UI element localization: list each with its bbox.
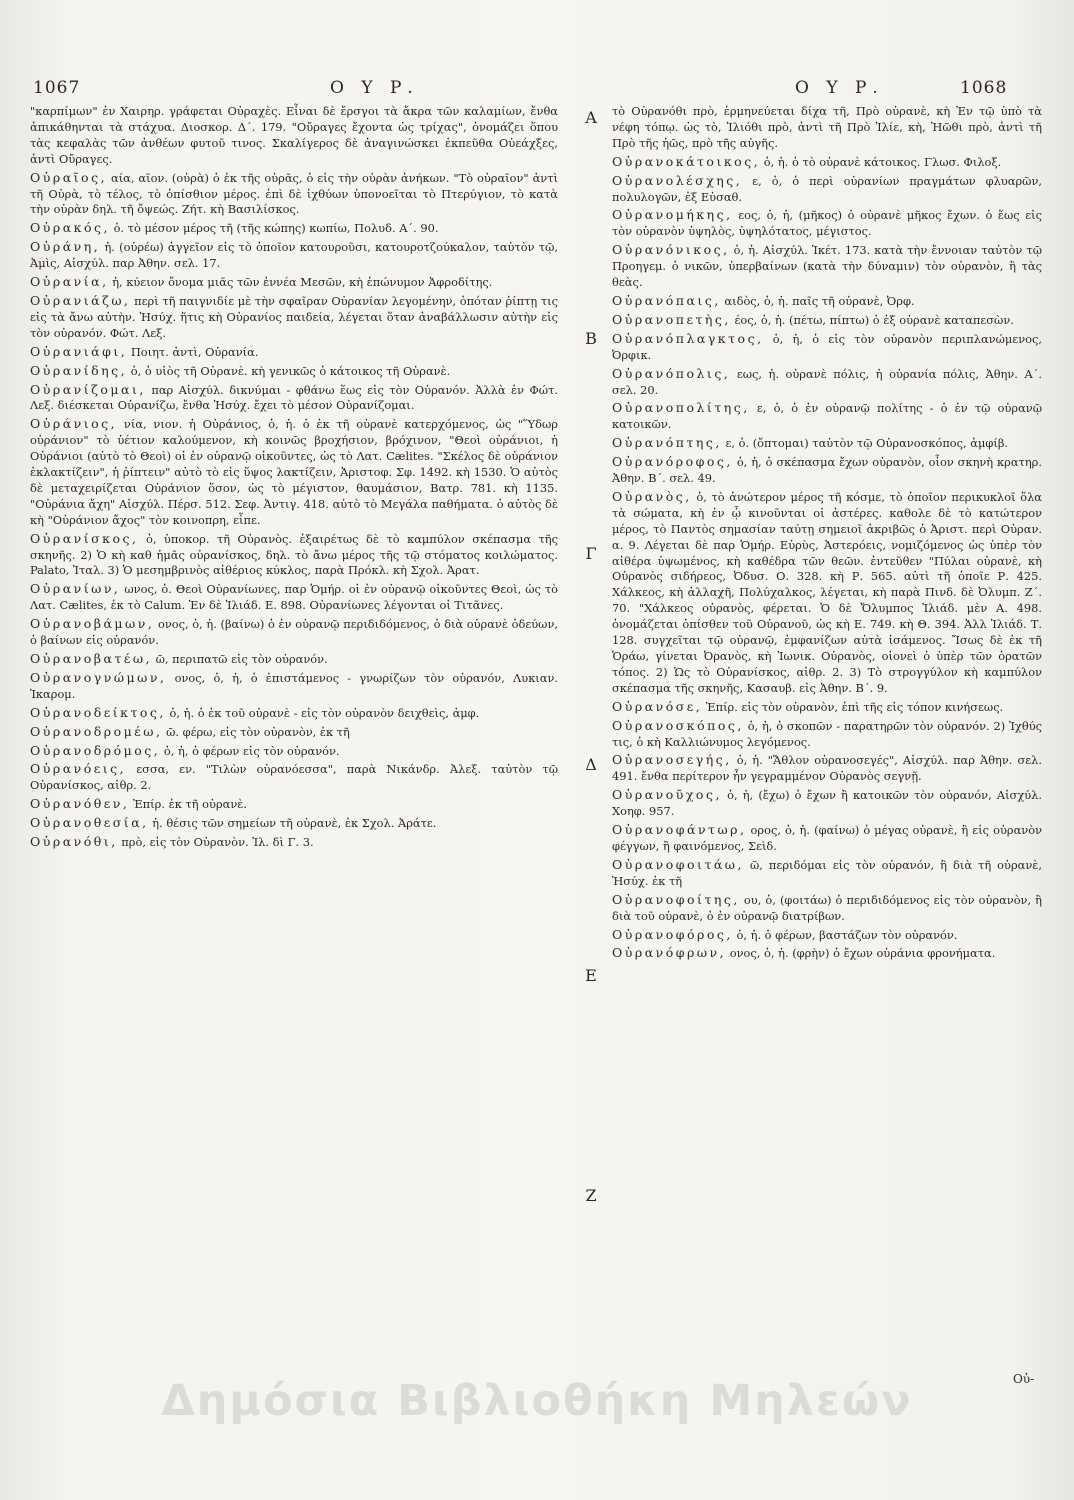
entry-definition: ονος, ὁ, ἡ. (φρὴν) ὁ ἔχων οὐράνια φρονήματα. bbox=[729, 946, 996, 961]
entry-definition: ονος, ὁ, ἡ. (βαίνω) ὁ ἐν οὐρανῷ περιδιδόμενος, ὁ διὰ οὐρανὲ ὁδεύων, ὁ βαίνων εἰς οὐρανόν. bbox=[30, 617, 558, 648]
running-head-left: Ο Υ Ρ. bbox=[330, 78, 419, 98]
entry-headword: Οὐρανίδης, bbox=[30, 362, 128, 378]
dictionary-entry bbox=[612, 718, 1042, 751]
entry-definition: ὁ, ἡ, ὁ φέρων εἰς τὸν οὐρανόν. bbox=[163, 743, 340, 758]
dictionary-entry bbox=[30, 104, 558, 168]
entry-definition: έος, ὁ, ἡ. (πέτω, πίπτω) ὁ ἐξ οὐρανὲ καταπεσὼν. bbox=[734, 312, 1014, 327]
entry-headword: Οὐρανόπαις, bbox=[612, 292, 721, 308]
dictionary-entry bbox=[612, 312, 1042, 329]
dictionary-entry bbox=[30, 651, 558, 668]
dictionary-entry bbox=[30, 670, 558, 703]
dictionary-entry bbox=[612, 787, 1042, 820]
section-marker-delta: Δ bbox=[585, 755, 597, 774]
entry-headword: Οὐρανοδρομέω, bbox=[30, 723, 163, 739]
entry-definition: ὁ, τὸ ἀνώτερον μέρος τῆ κόσμε, τὸ ὁποῖον περικυκλοῖ ὅλα τὰ σώματα, κὴ ἐν ᾧ κινοῦνται οἱ ἀστέρες. καθολε δὲ τὸ κατώτερον μέρος, τὸ Παντὸς σημασίαν ταύτῃ σημειοῖ ἀκριβῶς ὁ Ἀριστ. περὶ Οὐραν. α. 9. Λέγεται δὲ παρ Ὁμήρ. Εὐρὺς, Ἀστερόεις, νομιζόμενος ὡς ὑπὲρ τὸν αἰθέρα ὑψωμένος, κὴ καθέδρα τῶν θεῶν. ἐντεῦθεν "Πύλαι οὐρανὲ, κὴ Οὐρανὸς σιδήρεος, Ὀδυσ. Ο. 328. κὴ Ρ. 565. αὐτὶ τῆ ὁποῖε Ρ. 425. Χάλκεος, κὴ ἀλλαχῆ, Πολύχαλκος, λέγεται, κὴ παρὰ Πινδ. δὲ Ὀλυμπ. Ζ΄. 70. "Χάλκεος οὐρανὸς, φέρεται. Ὁ δὲ Ὄλυμπος Ἰλιάδ. μὲν Α. 498. ὀνομάζεται ὀπίσθεν τοῦ Οὐρανοῦ, ὡς κὴ Ε. 749. κὴ Θ. 394. Ἀλλ Ἰλιάδ. Τ. 128. συγχεῖται τῷ οὐρανῷ, ἐμφανίζων αὐτὰ ἰσάμενος. Ἴσως δὲ ἐκ τῆ Ὁράω, γίνεται Ὀρανὸς, κὴ Ἰωνικ. Οὐρανὸς, οἱονεὶ ὁ ὑπὲρ τῶν ὁρατῶν τόπος. 2) Ὡς τὸ Οὐρανίσκος, αἰθρ. 2. 3) Τὸ στρογγύλον κὴ καμπύλον σκέπασμα τῆς σκηνῆς, Κασαυβ. εἰς Ἀθην. Β΄. 9. bbox=[612, 489, 1042, 695]
entry-definition: ῶ. φέρω, εἰς τὸν οὐρανὸν, ἐκ τῆ bbox=[166, 724, 350, 739]
dictionary-entry bbox=[30, 616, 558, 649]
entry-definition: ὁ, ἡ, (ἔχω) ὁ ἔχων ἢ κατοικῶν τὸν οὐρανόν, Αἰσχύλ. Χοηφ. 957. bbox=[612, 788, 1042, 819]
entry-definition: νία, νιον. ἡ Οὐράνιος, ὁ, ἡ. ὁ ἐκ τῆ οὐρανὲ κατερχόμενος, ὡς "Ὕδωρ οὐράνιον" τὸ ὑέτιον καλούμενον, κὴ κοινῶς βροχήσιον, βρόχινον, "Θεοὶ οὐράνιοι, ἡ Οὐράνιοι (αὐτὸ τὸ Θεοὶ) οἱ ἐν οὐρανῷ οἰκοῦντες, ὡς τὸ Λατ. Cælites. "Σκέλος δὲ οὐράνιον ἐκλακτίζειν", ἡ ῥίπτειν" αὐτὸ τὸ εἰς ὕψος λακτίζειν, Ἀριστοφ. Σφ. 1492. κὴ 1530. Ὁ αὐτὸς δὲ μεταχειρίζεται Οὐράνιον ὅσον, ὡς τὸ μέγιστον, θαυμάσιον, Βατρ. 781. κὴ 1135. "Οὐράνια ἄχη" Αἰσχύλ. Πέρσ. 512. Σεφ. Ἀντιγ. 418. αὐτὸ τὸ Μεγάλα παθήματα. ὁ αὐτὸς δὲ κὴ "Οὐράνιον ἄχος" τὸν κοινοπρη, εἶπε. bbox=[30, 417, 558, 527]
entry-headword: Οὐρανοκάτοικος, bbox=[612, 153, 761, 169]
section-marker-zeta: Ζ bbox=[585, 1186, 597, 1205]
dictionary-entry bbox=[612, 489, 1042, 697]
entry-definition: αία, αῖον. (οὐρὰ) ὁ ἐκ τῆς οὐρᾶς, ὁ εἰς τὴν οὐρὰν ἀνήκων. "Τὸ οὐραῖον" ἀντὶ τῆ Οὐρὰ, τὸ τέλος, τὸ ὀπίσθιον μέρος. ἐπὶ δὲ ἰχθύων ὑπονοεῖται τὸ Πτερύγιον, τὸ κατὰ τὴν οὐρὰν δηλ. τῆ ὄψεώς. Ζήτ. κὴ Βασιλίσκος. bbox=[30, 170, 558, 217]
dictionary-entry bbox=[612, 752, 1042, 785]
dictionary-entry bbox=[30, 293, 558, 342]
entry-headword: Οὐρανοπετὴς, bbox=[612, 311, 731, 327]
left-column bbox=[30, 104, 558, 853]
dictionary-entry bbox=[30, 531, 558, 580]
entry-headword: Οὐρανομήκης, bbox=[612, 207, 733, 223]
section-marker-alpha: Α bbox=[585, 108, 597, 127]
entry-headword: Οὐρανοφοίτης, bbox=[612, 891, 740, 907]
dictionary-entry bbox=[30, 344, 558, 361]
entry-headword: Οὐρανοβατέω, bbox=[30, 651, 152, 666]
dictionary-entry bbox=[30, 363, 558, 380]
section-marker-epsilon: Ε bbox=[585, 966, 597, 985]
entry-definition: ορος, ὁ, ἡ. (φαίνω) ὁ μέγας οὐρανὲ, ἢ εἰς οὐρανὸν φέγγων, ἢ φαινόμενος, Σεὶδ. bbox=[612, 823, 1042, 853]
entry-headword: Οὐρανὸς, bbox=[612, 488, 692, 504]
entry-headword: Οὐρανοδείκτος, bbox=[30, 704, 166, 720]
entry-definition: ἡ. (οὐρέω) ἀγγεῖον εἰς τὸ ὁποῖον κατουροῦσι, κατουροτζούκαλον, ταὐτὸν τῷ, Ἀμὶς, Αἰσχύλ. παρ Ἀθην. σελ. 17. bbox=[30, 240, 558, 271]
dictionary-entry bbox=[612, 293, 1042, 310]
entry-headword: Οὐρανιάζω, bbox=[30, 292, 131, 308]
entry-headword: Οὐρανογνώμων, bbox=[30, 669, 167, 685]
entry-definition: εως, ἡ. οὐρανὲ πόλις, ἡ οὐρανία πόλις, Ἀθην. Α΄. σελ. 20. bbox=[612, 366, 1042, 397]
entry-definition: "καρπίμων" ἐν Χαιρηρ. γράφεται Οὐραχὲς. Εἶναι δὲ ἔρσγοι τὰ ἄκρα τῶν καλαμίων, ἔνθα ἀπικάθηνται τὰ στάχυα. Διοσκορ. Δ΄. 179. "Οὔραγες ἔχοντα ὡς τρίχας", ὀνομάζει ὅπου τὰς κεφαλὰς τῶν ἀνθέων φυτοῦ τινος. Σκαλίγερος δὲ ἀναγινώσκει ἐκπεῦθα Οὐεάχξες, ἀντὶ Οὔραγες. bbox=[30, 104, 558, 166]
entry-headword: Οὐρανοφάντωρ, bbox=[612, 822, 747, 838]
entry-definition: ωνος, ὁ. Θεοὶ Οὐρανίωνες, παρ Ὁμήρ. οἱ ἐν οὐρανῷ οἰκοῦντες Θεοὶ, ὡς τὸ Λατ. Cælites, ἐκ τὸ Calum. Ἐν δὲ Ἰλιάδ. Ε. 898. Οὐρανίωνες λέγονται οἱ Τιτᾶνες. bbox=[30, 582, 559, 613]
entry-definition: ὁ, ἡ, ὁ σκέπασμα ἔχων οὐρανὸν, οἷον σκηνὴ κρατηρ. Ἀθην. Β΄. σελ. 49. bbox=[612, 455, 1043, 486]
entry-definition: τὸ Οὐρανόθι πρὸ, ἑρμηνεύεται δίχα τῆ, Πρὸ οὐρανὲ, κὴ Ἐν τῷ ὑπὸ τὰ νέφη τόπῳ. ὡς τὸ, Ἰλιόθι πρὸ, ἀντὶ τῆ Πρὸ Ἰλίε, κὴ, Ἠῶθι πρὸ, ἀντὶ τῆ Πρὸ τῆς ἠῶς, πρὸ τῆς αὐγῆς. bbox=[612, 104, 1042, 150]
dictionary-entry bbox=[30, 239, 558, 272]
dictionary-entry bbox=[30, 743, 558, 760]
entry-headword: Οὐρανόροφος, bbox=[612, 454, 733, 470]
entry-headword: Οὐρανόπτης, bbox=[612, 435, 722, 451]
entry-definition: ὁ, ὁ υἱὸς τῆ Οὐρανὲ. κὴ γενικῶς ὁ κάτοικος τῆ Οὐρανὲ. bbox=[130, 363, 451, 378]
dictionary-entry bbox=[612, 242, 1042, 291]
entry-headword: Οὐρανίων, bbox=[30, 581, 121, 597]
entry-headword: Οὐρανοπολίτης, bbox=[612, 400, 750, 416]
entry-definition: ἡ. θέσις τῶν σημείων τῆ οὐρανὲ, ἐκ Σχολ. Ἀράτε. bbox=[152, 816, 437, 831]
entry-definition: πρὸ, εἰς τὸν Οὐρανὸν. Ἰλ. δὶ Γ. 3. bbox=[121, 835, 314, 850]
entry-headword: Οὐρανοφοιτάω, bbox=[612, 856, 744, 872]
section-marker-gamma: Γ bbox=[585, 544, 597, 563]
entry-headword: Οὐρανόθι, bbox=[30, 834, 118, 850]
entry-definition: ε, ὁ, ὁ ἐν οὐρανῷ πολίτης - ὁ ἐν τῷ οὐρανῷ κατοικῶν. bbox=[612, 401, 1042, 432]
library-watermark: Δημόσια Βιβλιοθήκη Μηλεών bbox=[161, 1376, 913, 1426]
dictionary-entry bbox=[612, 331, 1042, 364]
entry-definition: ῶ, περιπατῶ εἰς τὸν οὐρανόν. bbox=[155, 652, 328, 666]
entry-headword: Οὐρανόφρων, bbox=[612, 945, 727, 961]
entry-headword: Οὐρανοθεσία, bbox=[30, 815, 149, 831]
entry-headword: Οὐρανίζομαι, bbox=[30, 381, 146, 397]
dictionary-entry bbox=[612, 154, 1042, 171]
dictionary-entry bbox=[612, 699, 1042, 716]
entry-headword: Οὐράνιος, bbox=[30, 416, 118, 432]
dictionary-entry bbox=[30, 274, 558, 291]
dictionary-entry bbox=[612, 400, 1042, 433]
entry-headword: Οὐρανόθεν, bbox=[30, 796, 130, 812]
page-number-right: 1068 bbox=[960, 78, 1008, 98]
entry-definition: παρ Αἰσχύλ. δικνύμαι - φθάνω ἕως εἰς τὸν Οὐρανόν. Ἀλλὰ ἐν Φώτ. Λεξ. διέσκεται Οὐρανίζω, ἔνθα Ἡσύχ. ἔχει τὸ μέσον Οὐρανίζομαι. bbox=[30, 382, 559, 413]
entry-headword: Οὐρανοβάμων, bbox=[30, 616, 155, 632]
dictionary-entry bbox=[612, 454, 1042, 487]
entry-definition: Ἐπίρ. ἐκ τῆ οὐρανὲ. bbox=[132, 797, 248, 812]
dictionary-entry bbox=[30, 581, 558, 614]
entry-definition: ὁ, ὑποκορ. τῆ Οὐρανὸς. ἐξαιρέτως δὲ τὸ καμπύλον σκέπασμα τῆς σκηνῆς. 2) Ὁ κὴ καθ ἡμᾶς οὐρανίσκος, δηλ. τὸ ἄνω μέρος τῆς τῷ στόματος κοιλώματος. Palato, Ἰταλ. 3) Ὁ μεσημβρινὸς αἰθέριος κύκλος, παρὰ Πρόκλ. κὴ Σχολ. Ἀρατ. bbox=[30, 531, 559, 578]
entry-headword: Οὐρανοσκόπος, bbox=[612, 717, 744, 733]
entry-headword: Οὐρανοσεγής, bbox=[612, 752, 732, 768]
entry-definition: ἡ, κύειον ὄνομα μιᾶς τῶν ἐννέα Μεσῶν, κὴ ἐπώνυμον Ἀφροδίτης. bbox=[112, 275, 493, 290]
running-head-right: Ο Υ Ρ. bbox=[795, 78, 884, 98]
entry-headword: Οὐρανοδρόμος, bbox=[30, 742, 161, 758]
entry-headword: Οὐραῖος, bbox=[30, 169, 108, 185]
dictionary-entry bbox=[30, 382, 558, 415]
entry-headword: Οὐρανολέσχης, bbox=[612, 172, 743, 188]
entry-headword: Οὐρανιάφι, bbox=[30, 343, 128, 359]
entry-definition: ε, ὁ, ὁ περὶ οὐρανίων πραγμάτων φλυαρῶν, πολυλογῶν, ἐξ Εὐσαθ. bbox=[612, 173, 1042, 204]
entry-definition: ε, ὁ. (ὄπτομαι) ταὐτὸν τῷ Οὐρανοσκόπος, ἀμφίβ. bbox=[725, 436, 1009, 451]
entry-headword: Οὐρακός, bbox=[30, 220, 110, 236]
dictionary-entry bbox=[612, 366, 1042, 399]
entry-definition: αιδὸς, ὁ, ἡ. παῖς τῆ οὐρανὲ, Ὀρφ. bbox=[724, 293, 915, 308]
entry-definition: Ποιητ. ἀντὶ, Οὐρανία. bbox=[130, 344, 259, 359]
dictionary-entry bbox=[612, 822, 1042, 855]
entry-headword: Οὐρανίσκος, bbox=[30, 530, 139, 546]
entry-definition: ὁ, ἡ. ὁ φέρων, βαστάζων τὸν οὐρανόν. bbox=[736, 927, 958, 942]
entry-definition: εος, ὁ, ἡ, (μῆκος) ὁ οὐρανὲ μῆκος ἔχων. ὁ ἕως εἰς τὸν οὐρανὸν ὑψηλὸς, ὑψηλότατος, μέγιστος. bbox=[612, 208, 1042, 239]
entry-definition: ὁ, ἡ. Αἰσχύλ. Ἱκέτ. 173. κατὰ τὴν ἔννοιαν ταὐτὸν τῷ Προηγεμ. ὁ νικῶν, ὑπερβαίνων (κατὰ τὴν δύναμιν) τὸν οὐρανὸν, ἢ τὰς θεὰς. bbox=[612, 243, 1042, 290]
entry-headword: Οὐρανόνικος, bbox=[612, 242, 730, 258]
entry-definition: Ἐπίρ. εἰς τὸν οὐρανὸν, ἐπὶ τῆς εἰς τόπον κινήσεως. bbox=[705, 699, 1004, 714]
dictionary-entry bbox=[612, 945, 1042, 962]
dictionary-entry bbox=[30, 761, 558, 794]
entry-definition: εσσα, εν. "Τιλὼν οὐρανόεσσα", παρὰ Νικάνδρ. Ἀλεξ. ταὐτὸν τῷ Οὐρανίσκος, αἰθρ. 2. bbox=[30, 762, 558, 793]
section-marker-beta: Β bbox=[585, 329, 597, 348]
entry-definition: ὁ, ἡ. ὁ ἐκ τοῦ οὐρανὲ - εἰς τὸν οὐρανὸν δειχθεὶς, ἀμφ. bbox=[169, 705, 480, 720]
dictionary-entry bbox=[30, 815, 558, 832]
entry-headword: Οὐρανόπολις, bbox=[612, 365, 731, 381]
entry-definition: ονος, ὁ, ἡ, ὁ ἐπιστάμενος - γνωρίζων τὸν οὐρανόν, Λυκιαν. Ἰκαρομ. bbox=[30, 670, 559, 701]
dictionary-entry bbox=[612, 892, 1042, 925]
entry-definition: ου, ὁ, (φοιτάω) ὁ περιδιδόμενος εἰς τὸν οὐρανὸν, ἢ διὰ τοῦ οὐρανὲ, ὁ ἐν οὐρανῷ διατρίβων. bbox=[612, 892, 1042, 923]
entry-definition: ὁ, ἡ, ὁ σκοπῶν - παρατηρῶν τὸν οὐρανόν. 2) Ἰχθύς τις, ὁ κὴ Καλλιώνυμος λεγόμενος. bbox=[612, 718, 1043, 749]
dictionary-entry bbox=[30, 170, 558, 219]
entry-headword: Οὐράνη, bbox=[30, 239, 101, 255]
page-number-left: 1067 bbox=[33, 78, 81, 98]
entry-headword: Οὐρανόεις, bbox=[30, 761, 127, 777]
dictionary-entry bbox=[612, 173, 1042, 206]
dictionary-entry bbox=[612, 104, 1042, 152]
entry-definition: ῶ, περιδόμαι εἰς τὸν οὐρανόν, ἢ διὰ τῆ οὐρανὲ, Ἡσύχ. ἐκ τῆ bbox=[612, 857, 1043, 888]
dictionary-entry bbox=[612, 435, 1042, 452]
entry-headword: Οὐρανοῦχος, bbox=[612, 787, 722, 803]
entry-definition: ὁ, ἡ. "Ἄθλον οὐρανοσεγές", Αἰσχύλ. παρ Ἀθην. σελ. 491. ἔνθα περίτερον ἦν γεγραμμένον Οὐρανὸς σεγνῇ. bbox=[612, 753, 1042, 784]
entry-headword: Οὐρανοφόρος, bbox=[612, 926, 733, 942]
entry-headword: Οὐρανία, bbox=[30, 274, 109, 290]
dictionary-entry bbox=[30, 705, 558, 722]
dictionary-entry bbox=[612, 927, 1042, 944]
entry-headword: Οὐρανόσε, bbox=[612, 698, 703, 714]
entry-definition: ὁ, ἡ. ὁ τὸ οὐρανὲ κάτοικος. Γλωσ. Φιλοξ. bbox=[763, 154, 1002, 169]
dictionary-entry bbox=[612, 857, 1042, 890]
entry-headword: Οὐρανόπλαγκτος, bbox=[612, 330, 764, 346]
dictionary-entry bbox=[30, 416, 558, 528]
dictionary-entry bbox=[30, 724, 558, 741]
dictionary-entry bbox=[30, 834, 558, 851]
dictionary-entry bbox=[30, 796, 558, 813]
entry-definition: ὁ, ἡ, ὁ εἰς τὸν οὐρανὸν περιπλανώμενος, Ὀρφικ. bbox=[612, 331, 1042, 362]
entry-definition: ὁ. τὸ μέσον μέρος τῆ (τῆς κώπης) κωπίω, Πολυδ. Α΄. 90. bbox=[113, 221, 439, 236]
dictionary-entry bbox=[30, 220, 558, 237]
catchword: Οὐ- bbox=[1013, 1372, 1035, 1386]
entry-definition: περὶ τῆ παιγνιδίε μὲ τὴν σφαῖραν Οὐρανίαν λεγομένην, ὁπόταν ῥίπτῃ τις εἰς τὰ ἄνω αὐτὴν. Ἡσύχ. ἥτις κὴ Οὐρανίος παιδεία, λέγεται ὅταν ἀναβάλλωσιν αὐτὴν εἰς τὸν οὐρανόν. Φώτ. Λεξ. bbox=[30, 293, 558, 340]
right-column bbox=[612, 104, 1042, 964]
dictionary-entry bbox=[612, 207, 1042, 240]
